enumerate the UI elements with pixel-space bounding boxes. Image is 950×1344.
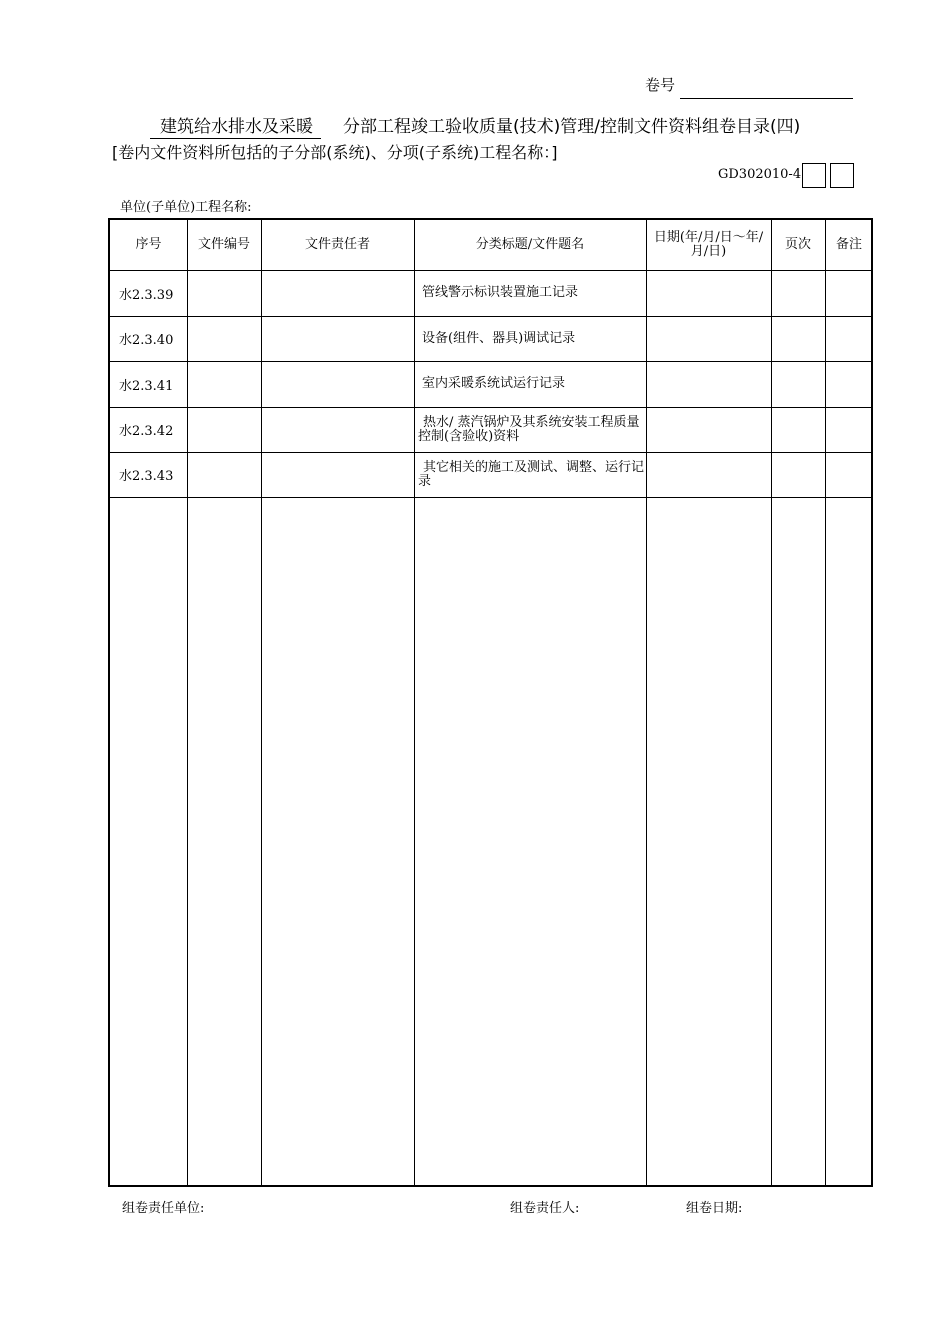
volume-number-line (680, 98, 853, 99)
header-seq: 序号 (135, 237, 162, 252)
footer-responsible-unit: 组卷责任单位: (122, 1201, 205, 1216)
volume-number-label: 卷号 (645, 76, 676, 94)
catalog-table (108, 218, 873, 1187)
row-seq: 水2.3.40 (119, 333, 174, 348)
footer-compile-date: 组卷日期: (686, 1201, 743, 1216)
code-box-2 (830, 163, 854, 188)
row-title: 热水/ 蒸汽锅炉及其系统安装工程质量控制(含验收)资料 (418, 414, 640, 444)
form-code: GD302010-4 (718, 167, 802, 182)
unit-project-name-label: 单位(子单位)工程名称: (120, 200, 252, 215)
footer-responsible-person: 组卷责任人: (510, 1201, 580, 1216)
row-seq: 水2.3.41 (119, 378, 174, 394)
title-main: 分部工程竣工验收质量(技术)管理/控制文件资料组卷目录(四) (343, 117, 801, 137)
subtitle: [卷内文件资料所包括的子分部(系统)、分项(子系统)工程名称：] (112, 143, 558, 162)
row-title: 设备(组件、器具)调试记录 (422, 330, 576, 346)
header-file-number: 文件编号 (197, 237, 250, 252)
row-title: 管线警示标识装置施工记录 (422, 285, 579, 300)
code-box-1 (802, 163, 826, 188)
header-date: 日期(年/月/日～年/月/日) (653, 230, 764, 259)
header-remarks: 备注 (835, 237, 862, 252)
row-seq: 水2.3.42 (119, 424, 174, 439)
title-division-name: 建筑给水排水及采暖 (150, 112, 321, 139)
row-seq: 水2.3.39 (119, 287, 174, 303)
row-seq: 水2.3.43 (119, 469, 174, 484)
row-title: 室内采暖系统试运行记录 (422, 376, 566, 391)
header-title: 分类标题/文件题名 (475, 237, 585, 252)
header-file-owner: 文件责任者 (304, 237, 370, 252)
header-pages: 页次 (784, 237, 811, 252)
row-title: 其它相关的施工及测试、调整、运行记录 (418, 459, 645, 489)
